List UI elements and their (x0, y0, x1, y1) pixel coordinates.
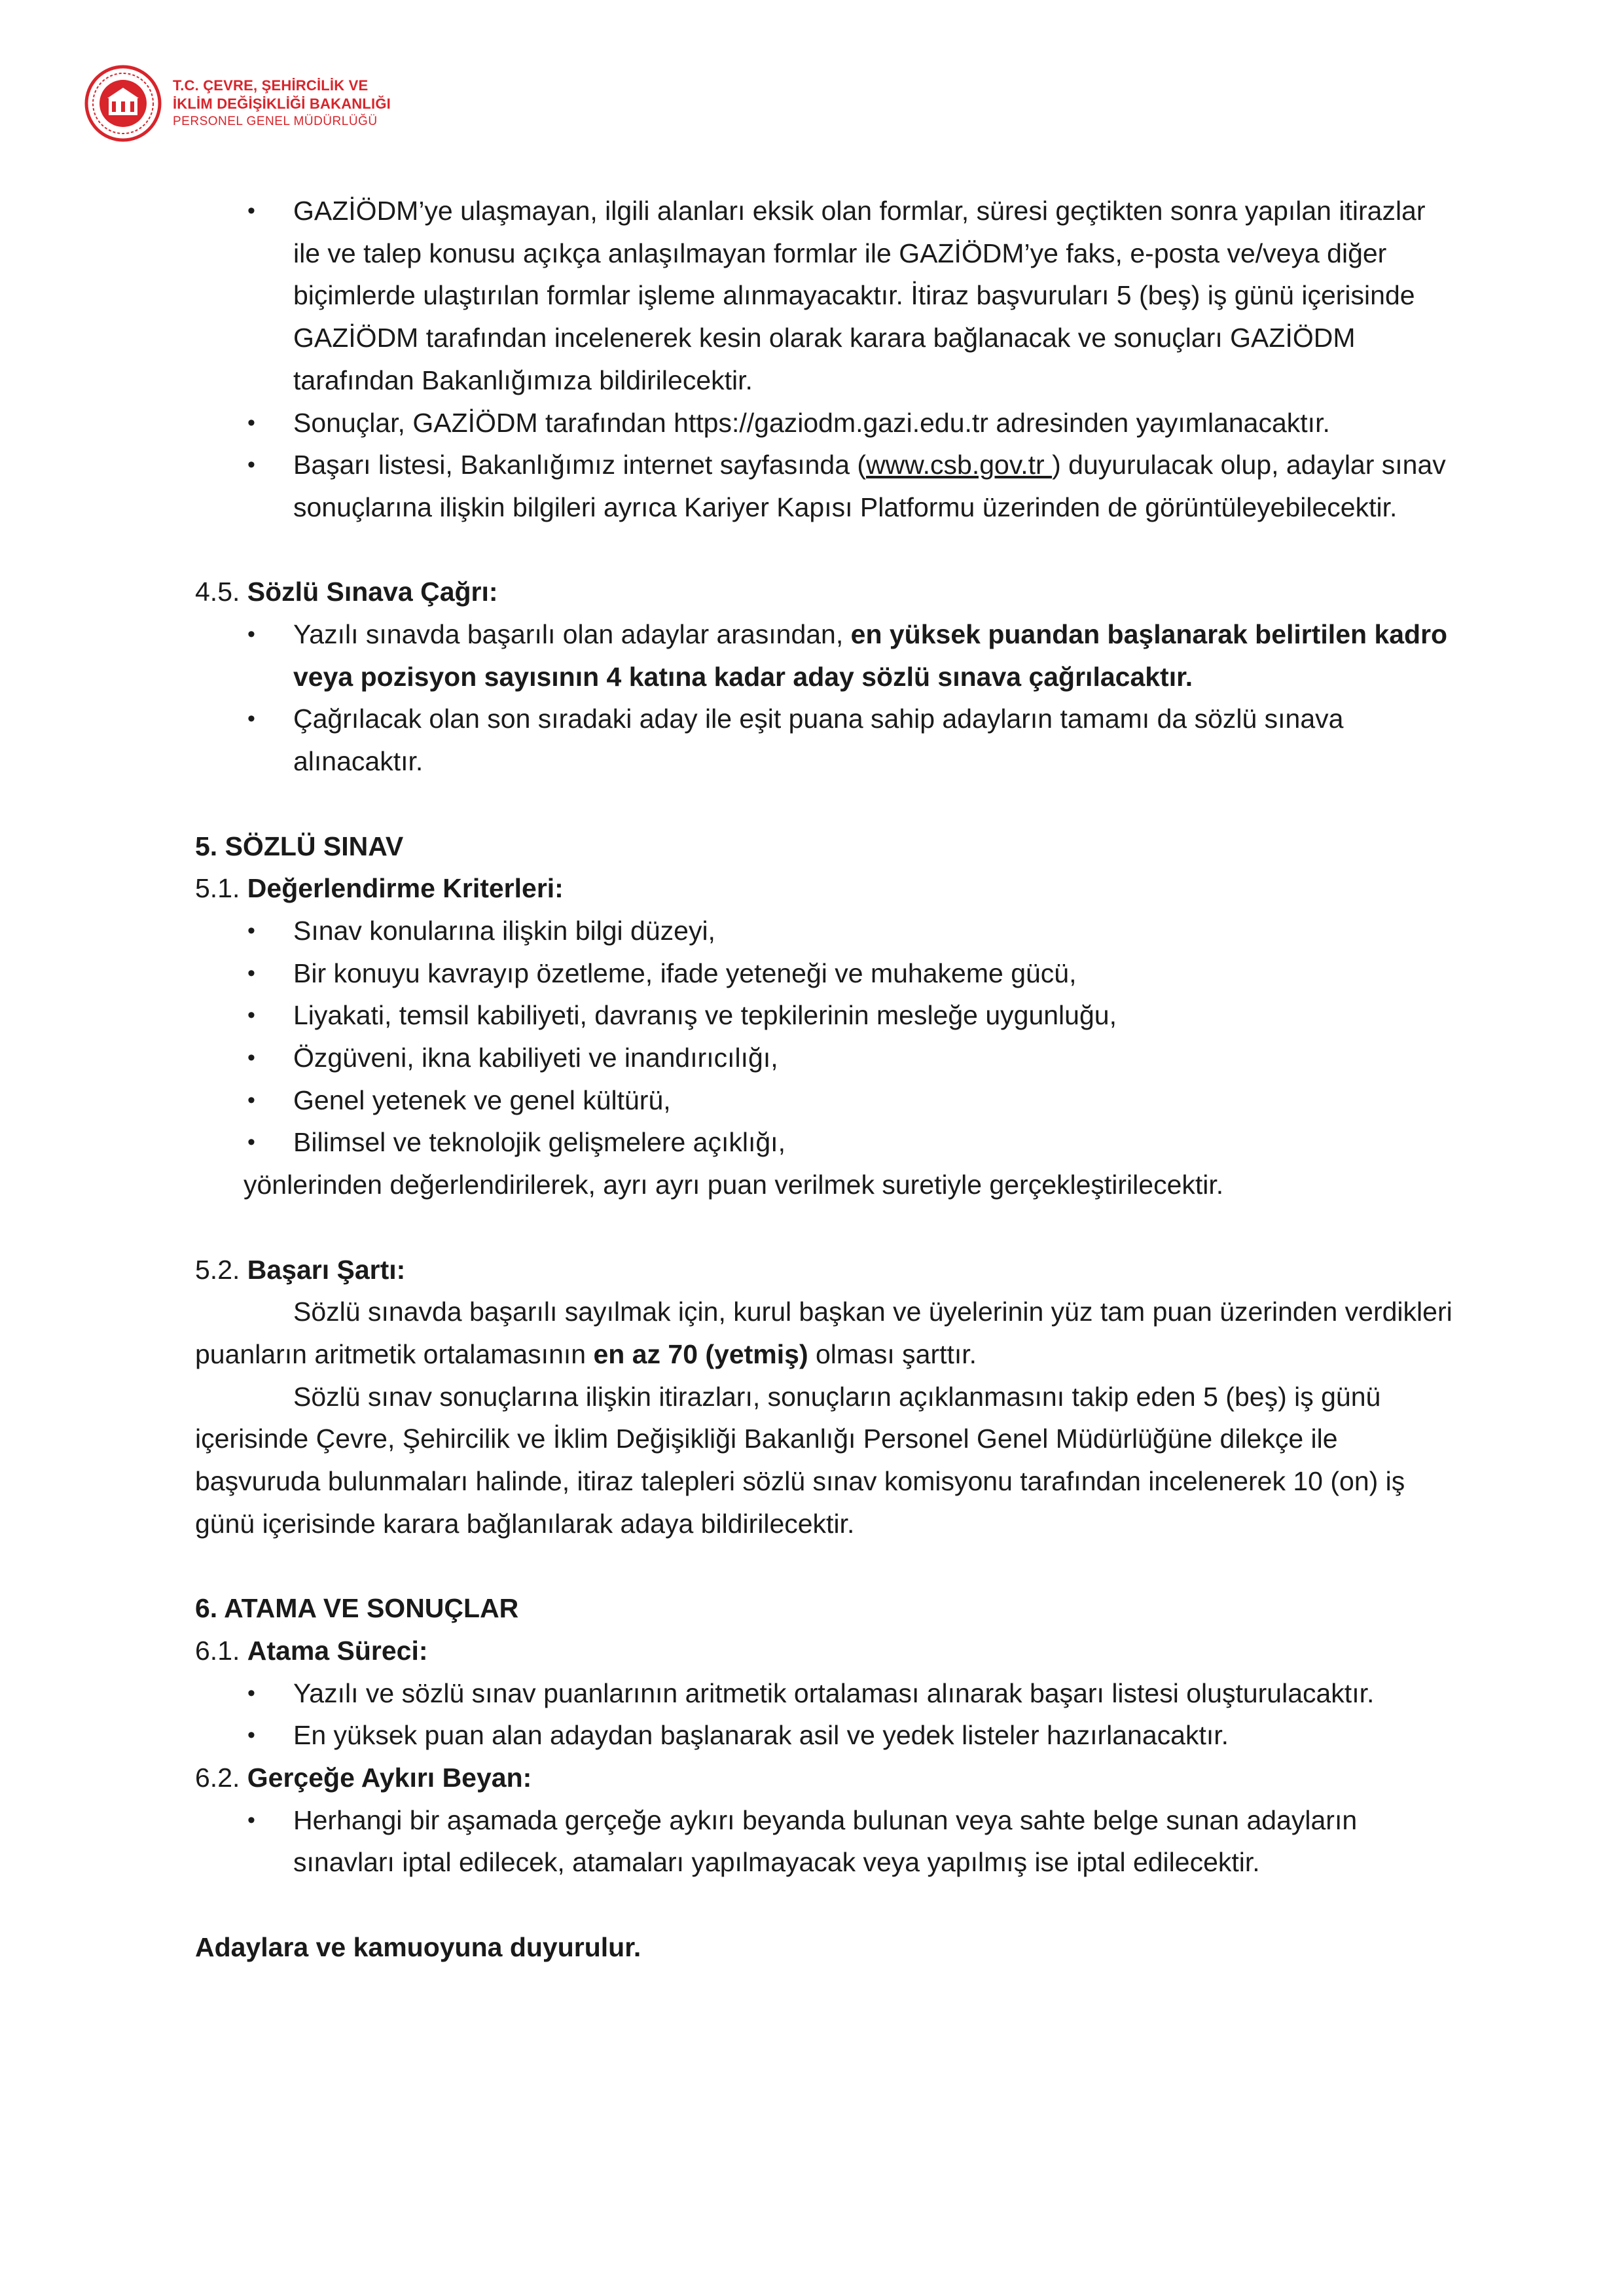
list-item (195, 444, 1458, 528)
bold-text: Adaylara ve kamuoyuna duyurulur. (195, 1931, 641, 1962)
paragraph: Sözlü sınav sonuçlarına ilişkin itirazları, sonuçların açıklanmasını takip eden 5 (beş) iş günü içerisinde Çevre, Şehircilik ve İklim Değişikliği Bakanlığı Personel Genel Müdürlüğüne dilekçe ile başvuruda bulunmaları halinde, itiraz talepleri sözlü sınav komisyonu tarafından incelenerek 10 (on) iş günü içerisinde karara bağlanılarak adaya bildirilecektir. (195, 1381, 1405, 1539)
section-title: Atama Süreci: (247, 1635, 428, 1666)
section-number: 6.2. (195, 1762, 247, 1793)
header-line-2: İKLİM DEĞİŞİKLİĞİ BAKANLIĞI (173, 96, 391, 112)
section-title: Gerçeğe Aykırı Beyan: (247, 1762, 532, 1793)
top-bullet-list (195, 190, 1458, 529)
section-5-1-heading (195, 867, 1458, 910)
header-line-3: PERSONEL GENEL MÜDÜRLÜĞÜ (173, 115, 378, 128)
list-item: • Çağrılacak olan son sıradaki aday ile eşit puana sahip adayların tamamı da sözlü sınava alınacaktır. (195, 698, 1458, 782)
section-number: 4.5. (195, 577, 247, 607)
text: Yazılı sınavda başarılı olan adaylar arasından, (293, 619, 851, 650)
list-item: • Herhangi bir aşamada gerçeğe aykırı beyanda bulunan veya sahte belge sunan adayların sınavları iptal edilecek, atamaları yapılmayacak veya yapılmış ise iptal edilecektir. (195, 1799, 1458, 1884)
list-item: • Liyakati, temsil kabiliyeti, davranış ve tepkilerinin mesleğe uygunluğu, (195, 994, 1458, 1037)
list-item: • Sonuçlar, GAZİÖDM tarafından https://gaziodm.gazi.edu.tr adresinden yayımlanacaktır. (195, 402, 1458, 444)
paragraph (195, 1291, 1458, 1375)
section-6-2-heading (195, 1757, 1458, 1799)
list-item: • Sınav konularına ilişkin bilgi düzeyi, (195, 910, 1458, 952)
list-item: • Genel yetenek ve genel kültürü, (195, 1079, 1458, 1122)
section-4-5-heading (195, 571, 1458, 613)
section-4-5-list (195, 613, 1458, 783)
section-number: 5.2. (195, 1254, 247, 1285)
section-title: 5. SÖZLÜ SINAV (195, 831, 404, 861)
section-6-heading (195, 1587, 1458, 1630)
bold-text: en az 70 (yetmiş) (593, 1338, 808, 1369)
section-6-1-list (195, 1672, 1458, 1757)
list-item: • GAZİÖDM’ye ulaşmayan, ilgili alanları eksik olan formlar, süresi geçtikten sonra yapılan itirazlar ile ve talep konusu açıkça anlaşılmayan formlar ile GAZİÖDM’ye faks, e-posta ve/veya diğer biçimlerde ulaştırılan formlar işleme alınmayacaktır. İtiraz başvuruları 5 (beş) iş günü içerisinde GAZİÖDM tarafından incelenerek kesin olarak karara bağlanacak ve sonuçları GAZİÖDM tarafından Bakanlığımıza bildirilecektir. (195, 190, 1458, 402)
text: Sözlü sınavda başarılı sayılmak için, kurul başkan ve üyelerinin yüz tam puan üzerinden verdikleri puanların aritmetik ortalamasının (195, 1297, 1453, 1369)
csb-link[interactable]: www.csb.gov.tr (866, 450, 1053, 480)
section-title: Başarı Şartı: (247, 1254, 406, 1285)
list-item: • Yazılı ve sözlü sınav puanlarının aritmetik ortalaması alınarak başarı listesi oluşturulacaktır. (195, 1672, 1458, 1715)
list-item: • Özgüveni, ikna kabiliyeti ve inandırıcılığı, (195, 1037, 1458, 1079)
criteria-list (195, 910, 1458, 1164)
section-5-heading (195, 825, 1458, 868)
section-title: Sözlü Sınava Çağrı: (247, 577, 498, 607)
section-number: 6.1. (195, 1635, 247, 1666)
text: Başarı listesi, Bakanlığımız internet sayfasında ( (293, 450, 867, 480)
section-6-2-list (195, 1799, 1458, 1884)
list-item: • En yüksek puan alan adaydan başlanarak asil ve yedek listeler hazırlanacaktır. (195, 1714, 1458, 1757)
list-item: • Bir konuyu kavrayıp özetleme, ifade yeteneği ve muhakeme gücü, (195, 952, 1458, 995)
section-5-2-heading (195, 1249, 1458, 1291)
text: olması şarttır. (808, 1338, 977, 1369)
section-title: Değerlendirme Kriterleri: (247, 873, 564, 904)
list-item: • Bilimsel ve teknolojik gelişmelere açıklığı, (195, 1121, 1458, 1164)
ministry-logo (84, 64, 391, 143)
document-body (195, 190, 1458, 1968)
text: ) duyurulacak olup, adaylar sınav sonuçlarına ilişkin bilgileri ayrıca Kariyer Kapısı Platformu üzerinden de görüntüleyebilecektir. (293, 450, 1446, 522)
section-title: 6. ATAMA VE SONUÇLAR (195, 1593, 519, 1624)
closing-statement (195, 1926, 1458, 1969)
list-item (195, 613, 1458, 698)
section-6-1-heading (195, 1630, 1458, 1672)
criteria-closing: yönlerinden değerlendirilerek, ayrı ayrı puan verilmek suretiyle gerçekleştirilecektir. (244, 1170, 1224, 1200)
section-number: 5.1. (195, 873, 247, 904)
bold-text: en yüksek puandan başlanarak belirtilen kadro veya pozisyon sayısının 4 katına kadar aday sözlü sınava çağrılacaktır. (293, 619, 1448, 692)
header-line-1: T.C. ÇEVRE, ŞEHİRCİLİK VE (173, 77, 369, 94)
ministry-emblem-icon (84, 64, 162, 143)
